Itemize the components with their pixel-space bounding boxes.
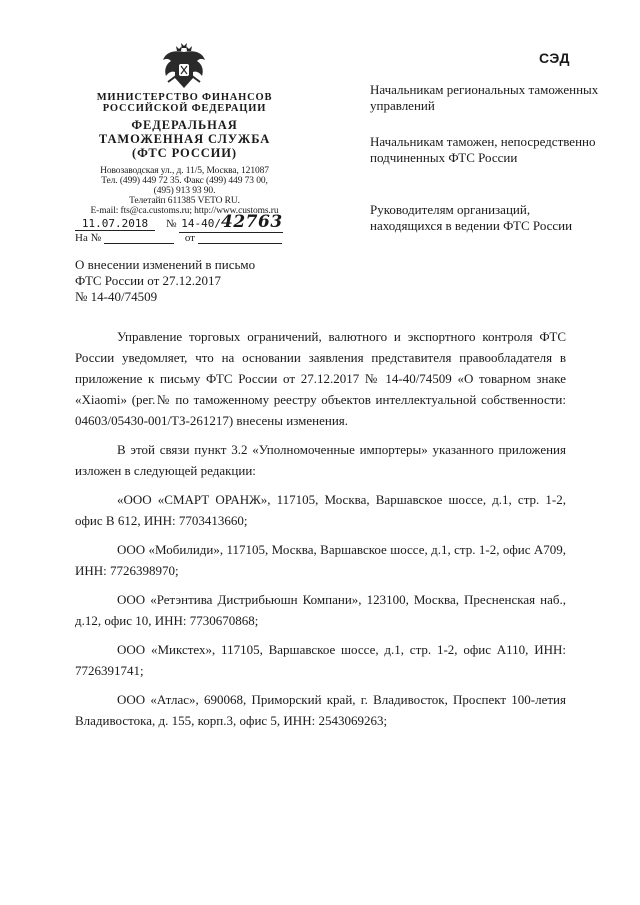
registration-date: 11.07.2018: [75, 217, 155, 231]
ministry-line-1: МИНИСТЕРСТВО ФИНАНСОВ: [96, 92, 273, 103]
letter-subject: [75, 257, 305, 305]
letter-body: [75, 326, 566, 731]
importer-entry-5: ООО «Атлас», 690068, Приморский край, г. Владивосток, Проспект 100-летия Владивостока, д. 155, корп.3, офис 5, ИНН: 2543069263;: [75, 692, 566, 728]
reference-row: [75, 232, 282, 244]
sender-block: [72, 92, 297, 216]
ref-number-label: На №: [75, 232, 102, 244]
sed-stamp: СЭД: [538, 50, 570, 66]
ref-date-label: от: [184, 232, 195, 244]
addressee-3: Руководителям организаций, находящихся в ведении ФТС России: [370, 202, 573, 233]
body-paragraph-2: В этой связи пункт 3.2 «Уполномоченные импортеры» указанного приложения изложен в следующей редакции:: [75, 442, 566, 478]
importer-entry-3: ООО «Ретэнтива Дистрибьюшн Компани», 123100, Москва, Пресненская наб., д.12, офис 10, ИНН: 7730670868;: [75, 592, 566, 628]
address-line-2: Тел. (499) 449 72 35. Факс (499) 449 73 00,: [101, 176, 268, 186]
sender-address: [72, 166, 297, 216]
ref-date-blank: [198, 233, 282, 244]
addressee-2: Начальникам таможен, непосредственно подчиненных ФТС России: [370, 134, 596, 165]
importer-entry-2: ООО «Мобилиди», 117105, Москва, Варшавское шоссе, д.1, стр. 1-2, офис А709, ИНН: 7726398970;: [75, 542, 566, 578]
subject-line-1: О внесении изменений в письмо: [75, 257, 256, 272]
registration-row: [75, 212, 283, 233]
ministry-line-2: РОССИЙСКОЙ ФЕДЕРАЦИИ: [102, 103, 267, 114]
ref-number-blank: [104, 233, 174, 244]
importer-entry-1: «ООО «СМАРТ ОРАНЖ», 117105, Москва, Варшавское шоссе, д.1, стр. 1-2, офис В 612, ИНН: 7703413660;: [75, 492, 566, 528]
service-line-2: ТАМОЖЕННАЯ СЛУЖБА: [98, 132, 271, 146]
importer-entry-4: ООО «Микстех», 117105, Варшавское шоссе, д.1, стр. 1-2, офис А110, ИНН: 7726391741;: [75, 642, 566, 678]
service-line-3: (ФТС РОССИИ): [132, 146, 237, 160]
address-line-4: Телетайп 611385 VETO RU.: [129, 196, 240, 206]
registration-number-handwritten: 42763: [221, 212, 283, 232]
address-line-5: E-mail: fts@ca.customs.ru; http://www.customs.ru: [90, 206, 279, 216]
subject-line-2: ФТС России от 27.12.2017: [75, 273, 222, 288]
subject-line-3: № 14-40/74509: [75, 289, 158, 304]
address-line-3: (495) 913 93 90.: [153, 186, 216, 196]
addressee-1: Начальникам региональных таможенных управлений: [370, 82, 599, 113]
service-line-1: ФЕДЕРАЛЬНАЯ: [131, 118, 238, 132]
body-paragraph-1: Управление торговых ограничений, валютного и экспортного контроля ФТС России уведомляет, что на основании заявления представителя правообладателя в приложение к письму ФТС России от 27.12.2017 № 14-40/74509 «О товарном знаке «Xiaomi» (рег.№ по таможенному реестру объектов интеллектуальной собственности: 04603/05430-001/ТЗ-261217) внесены изменения.: [75, 329, 566, 428]
service-name: [72, 118, 297, 160]
registration-number: [179, 212, 283, 233]
address-line-1: Новозаводская ул., д. 11/5, Москва, 121087: [100, 166, 269, 176]
registration-number-label: №: [166, 218, 177, 230]
coat-of-arms-emblem: [160, 42, 208, 92]
registration-number-printed: 14-40/: [181, 217, 221, 230]
